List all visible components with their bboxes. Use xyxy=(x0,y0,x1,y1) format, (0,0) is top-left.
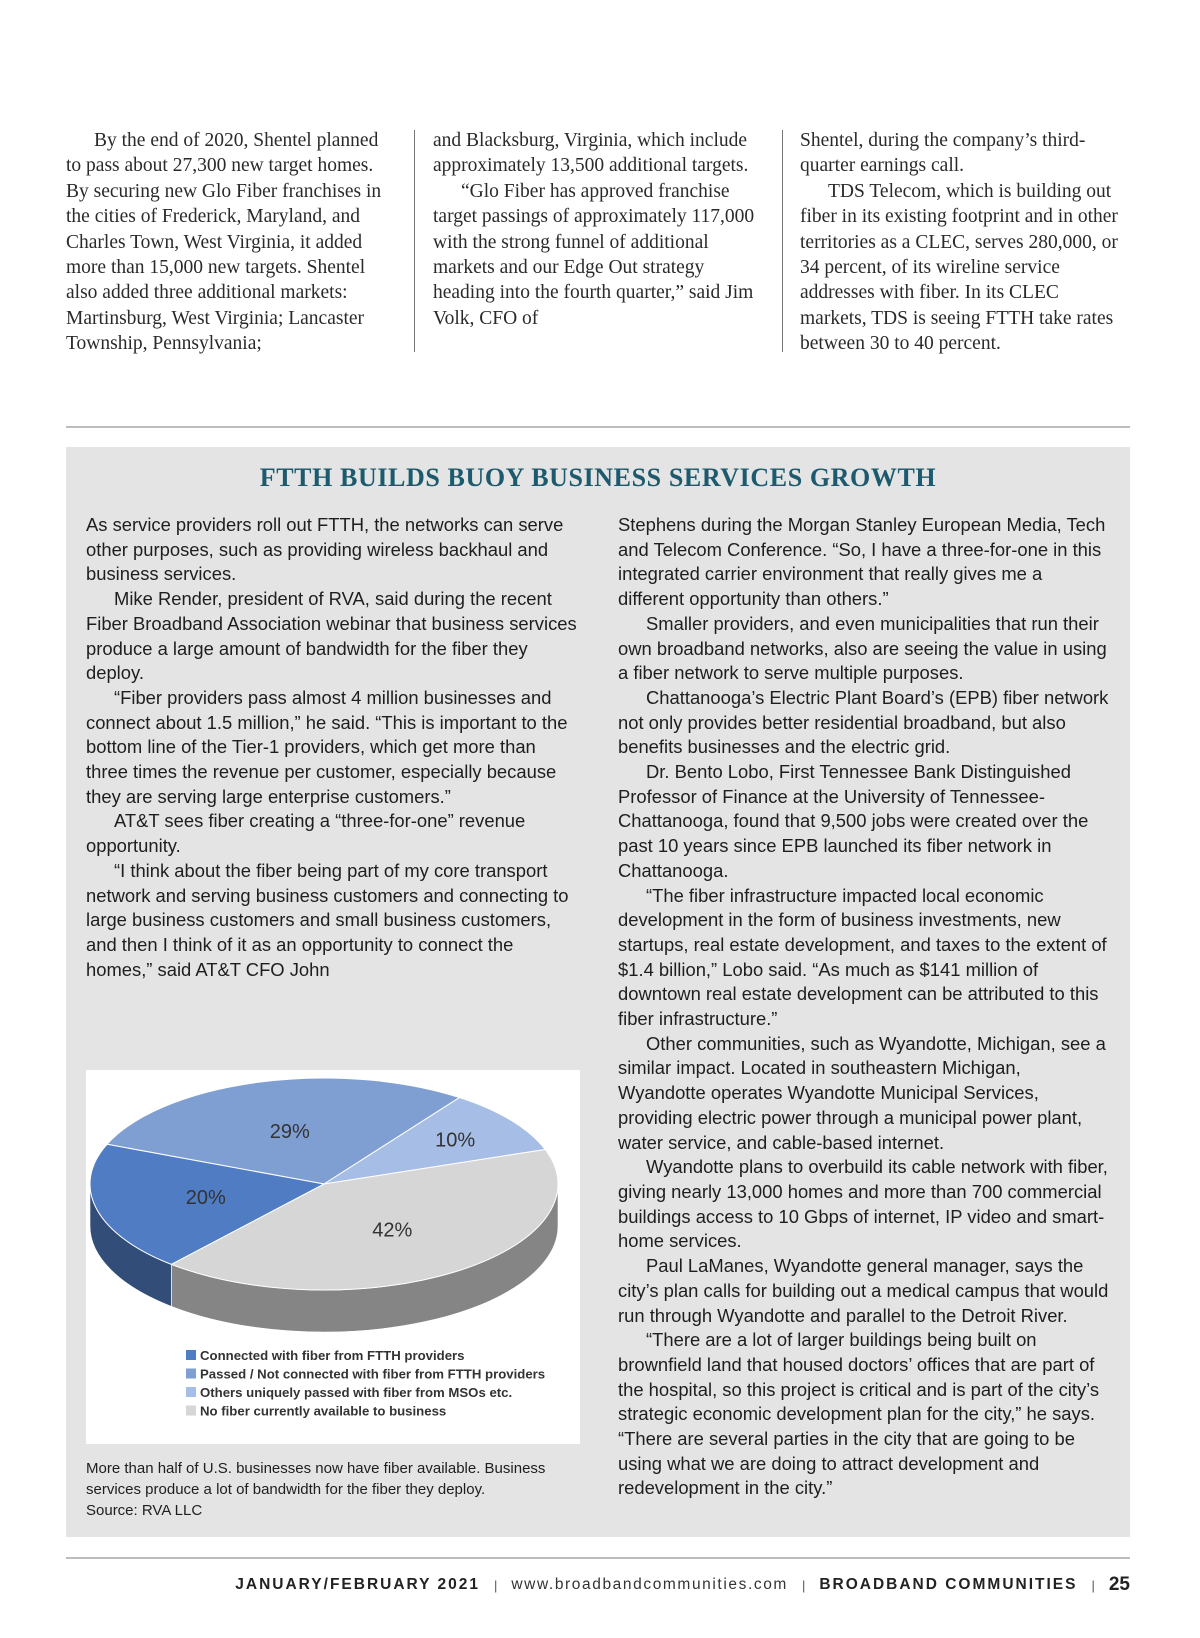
footer-divider xyxy=(66,1557,1130,1559)
article-column-2 xyxy=(433,128,767,331)
website-url: www.broadbandcommunities.com xyxy=(511,1576,788,1593)
sidebar-column-right xyxy=(618,513,1112,1501)
legend-label: Passed / Not connected with fiber from FTTH providers xyxy=(200,1366,546,1382)
page-footer xyxy=(235,1573,1130,1597)
sidebar-paragraph: “Fiber providers pass almost 4 million businesses and connect about 1.5 million,” he said. “This is important to the bottom line of the Tier-1 providers, which get more than three times the revenue per customer, especially because they are serving large enterprise customers.” xyxy=(86,686,568,807)
sidebar-paragraph: Dr. Bento Lobo, First Tennessee Bank Distinguished Professor of Finance at the University of Tennessee-Chattanooga, found that 9,500 jobs were created over the past 10 years since EPB launched its fiber network in Chattanooga. xyxy=(618,761,1089,881)
legend-label: No fiber currently available to business xyxy=(200,1403,447,1419)
sidebar-paragraph: Mike Render, president of RVA, said during the recent Fiber Broadband Association webinar that business services produce a large amount of bandwidth for the fiber they deploy. xyxy=(86,588,577,684)
pie-data-label: 10% xyxy=(435,1129,476,1152)
column-divider xyxy=(782,130,783,352)
column-divider xyxy=(414,130,415,352)
pie-data-label: 42% xyxy=(372,1219,413,1242)
pie-data-label: 29% xyxy=(269,1121,310,1144)
chart-caption xyxy=(86,1458,580,1521)
footer-separator: | xyxy=(1091,1577,1095,1593)
article-column-1 xyxy=(66,128,398,357)
article-paragraph: and Blacksburg, Virginia, which include approximately 13,500 additional targets. xyxy=(433,130,749,177)
legend-label: Connected with fiber from FTTH providers xyxy=(200,1348,465,1363)
sidebar-paragraph: As service providers roll out FTTH, the networks can serve other purposes, such as providing wireless backhaul and business services. xyxy=(86,514,564,585)
footer-separator: | xyxy=(494,1577,498,1593)
article-paragraph: By the end of 2020, Shentel planned to pass about 27,300 new target homes. By securing new Glo Fiber franchises in the cities of Frederick, Maryland, and Charles Town, West Virginia, it added more than 15,000 new targets. Shentel also added three additional markets: Martinsburg, West Virginia; Lancaster Township, Pennsylvania; xyxy=(66,130,382,355)
legend-label: Others uniquely passed with fiber from MSOs etc. xyxy=(200,1385,513,1400)
sidebar-paragraph: “The fiber infrastructure impacted local economic development in the form of business investments, new startups, real estate development, and taxes to the extent of $1.4 billion,” Lobo said. “As much as $141 million of downtown real estate development can be attributed to this fiber infrastructure.” xyxy=(618,884,1107,1030)
sidebar-paragraph: AT&T sees fiber creating a “three-for-one” revenue opportunity. xyxy=(86,810,526,857)
caption-line: More than half of U.S. businesses now have fiber available. Business xyxy=(86,1460,546,1477)
sidebar-column-left xyxy=(86,513,580,982)
footer-separator: | xyxy=(801,1577,806,1593)
sidebar-paragraph: Wyandotte plans to overbuild its cable network with fiber, giving nearly 13,000 homes and more than 700 commercial buildings access to 10 Gbps of internet, IP video and smart-home services. xyxy=(618,1156,1108,1252)
pie-data-label: 20% xyxy=(185,1187,226,1210)
caption-line: services produce a lot of bandwidth for the fiber they deploy. xyxy=(86,1481,486,1498)
publication-name: BROADBAND COMMUNITIES xyxy=(819,1576,1078,1593)
section-divider xyxy=(66,426,1130,428)
pie-chart xyxy=(86,1070,580,1444)
article-columns xyxy=(66,128,1130,360)
article-paragraph: Shentel, during the company’s third-quarter earnings call. xyxy=(800,130,1086,177)
sidebar-paragraph: Smaller providers, and even municipalities that run their own broadband networks, also are seeing the value in using a fiber network to serve multiple purposes. xyxy=(618,612,1107,684)
page-number: 25 xyxy=(1108,1574,1130,1595)
pie-chart-svg xyxy=(86,1070,580,1444)
legend-swatch xyxy=(186,1350,196,1360)
sidebar-title: FTTH BUILDS BUOY BUSINESS SERVICES GROWTH xyxy=(259,463,937,492)
sidebar-paragraph: Stephens during the Morgan Stanley European Media, Tech and Telecom Conference. “So, I have a three-for-one in this integrated carrier environment that really gives me a different opportunity than others.” xyxy=(618,514,1106,610)
sidebar-paragraph: “There are a lot of larger buildings being built on brownfield land that housed doctors’ offices that are part of the hospital, so this project is critical and is part of the city’s strategic economic development plan for the city,” he says. “There are several parties in the city that are going to be using what we are doing to attract development and redevelopment in the city.” xyxy=(618,1329,1100,1499)
legend-swatch xyxy=(186,1406,196,1416)
legend-swatch xyxy=(186,1369,196,1379)
caption-line: Source: RVA LLC xyxy=(86,1502,203,1519)
sidebar-paragraph: Paul LaManes, Wyandotte general manager, says the city’s plan calls for building out a medical campus that would run through Wyandotte and parallel to the Detroit River. xyxy=(618,1255,1109,1326)
sidebar-paragraph: Other communities, such as Wyandotte, Michigan, see a similar impact. Located in southeastern Michigan, Wyandotte operates Wyandotte Municipal Services, providing electric power through a municipal power plant, water service, and cable-based internet. xyxy=(618,1032,1106,1153)
article-paragraph: “Glo Fiber has approved franchise target passings of approximately 117,000 with the strong funnel of additional markets and our Edge Out strategy heading into the fourth quarter,” said Jim Volk, CFO of xyxy=(433,180,755,329)
sidebar-paragraph: Chattanooga’s Electric Plant Board’s (EPB) fiber network not only provides better residential broadband, but also benefits businesses and the electric grid. xyxy=(618,686,1109,758)
legend-swatch xyxy=(186,1387,196,1397)
sidebar-paragraph: “I think about the fiber being part of my core transport network and serving business customers and connecting to large business customers and small business customers, and then I think of it as an opportunity to connect the homes,” said AT&T CFO John xyxy=(86,859,569,980)
article-paragraph: TDS Telecom, which is building out fiber in its existing footprint and in other territories as a CLEC, serves 280,000, or 34 percent, of its wireline service addresses with fiber. In its CLEC markets, TDS is seeing FTTH take rates between 30 to 40 percent. xyxy=(800,180,1118,355)
issue-date: JANUARY/FEBRUARY 2021 xyxy=(235,1576,480,1593)
article-column-3 xyxy=(800,128,1130,357)
sidebar-box xyxy=(66,447,1130,1537)
